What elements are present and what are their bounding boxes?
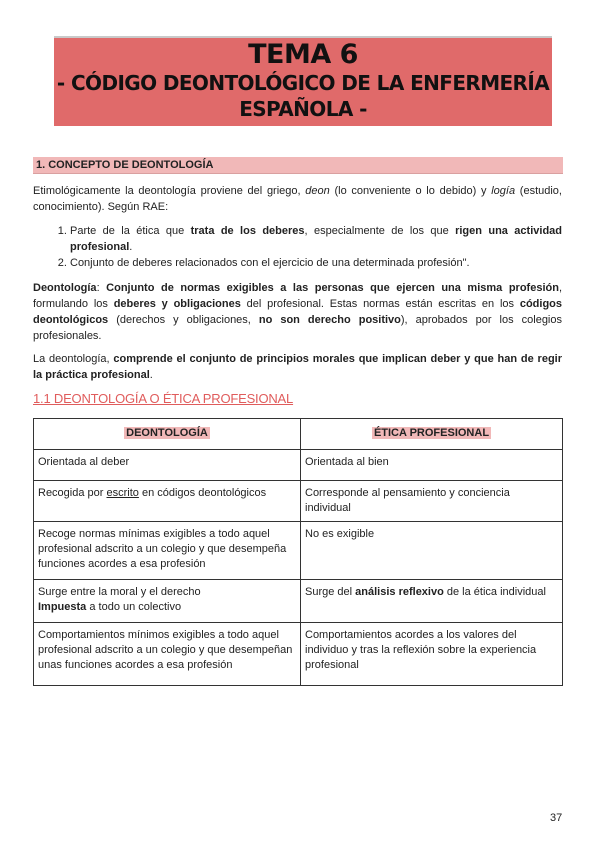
topic-number: TEMA 6 (248, 39, 358, 70)
table-cell: Corresponde al pensamiento y conciencia individual (301, 481, 563, 522)
table-cell: Orientada al deber (34, 450, 301, 481)
table-row (34, 623, 563, 686)
table-row (34, 481, 563, 522)
list-item: 2. Conjunto de deberes relacionados con el ejercicio de una determinada profesión". (70, 255, 562, 271)
definition-paragraph: Deontología: Conjunto de normas exigibles a las personas que ejercen una misma profesión, formulando los deberes y obligaciones del profesional. Estas normas están escritas en los códigos deontológicos (derechos y obligaciones, no son derecho positivo), aprobados por los colegios profesionales. (33, 282, 562, 342)
rae-definitions-list (33, 223, 562, 271)
comparison-table (33, 418, 563, 686)
table-row (34, 522, 563, 580)
subsection-heading: 1.1 DEONTOLOGÍA O ÉTICA PROFESIONAL (33, 391, 294, 406)
table-cell: Recogida por escrito en códigos deontológicos (34, 481, 301, 522)
table-cell: Surge entre la moral y el derecho Impuesta a todo un colectivo (34, 580, 301, 623)
table-cell: Comportamientos acordes a los valores del individuo y tras la reflexión sobre la experiencia profesional (301, 623, 563, 686)
table-row (34, 450, 563, 481)
table-cell: Orientada al bien (301, 450, 563, 481)
table-cell: No es exigible (301, 522, 563, 580)
table-header-row (34, 419, 563, 450)
topic-title-line2: ESPAÑOLA - (239, 97, 367, 121)
page-number: 37 (550, 812, 563, 824)
title-banner (54, 36, 552, 126)
topic-title-line1: - CÓDIGO DEONTOLÓGICO DE LA ENFERMERÍA (56, 71, 550, 95)
summary-paragraph: La deontología, comprende el conjunto de principios morales que implican deber y que han de regir la práctica profesional. (33, 353, 563, 381)
section-heading: 1. CONCEPTO DE DEONTOLOGÍA (33, 157, 563, 174)
table-cell: Recoge normas mínimas exigibles a todo aquel profesional adscrito a un colegio y que desempeña funciones acordes a esa profesión (34, 522, 301, 580)
column-header-professional-ethics: ÉTICA PROFESIONAL (301, 419, 563, 450)
column-header-deontology: DEONTOLOGÍA (34, 419, 301, 450)
etymology-paragraph: Etimológicamente la deontología proviene del griego, deon (lo conveniente o lo debido) y logía (estudio, conocimiento). Según RAE: (33, 185, 562, 213)
table-cell: Surge del análisis reflexivo de la ética individual (301, 580, 563, 623)
list-item: 1. Parte de la ética que trata de los deberes, especialmente de los que rigen una actividad profesional. (70, 223, 562, 255)
table-cell: Comportamientos mínimos exigibles a todo aquel profesional adscrito a un colegio y que desempeñan unas funciones acordes a esa profesión (34, 623, 301, 686)
table-row (34, 580, 563, 623)
